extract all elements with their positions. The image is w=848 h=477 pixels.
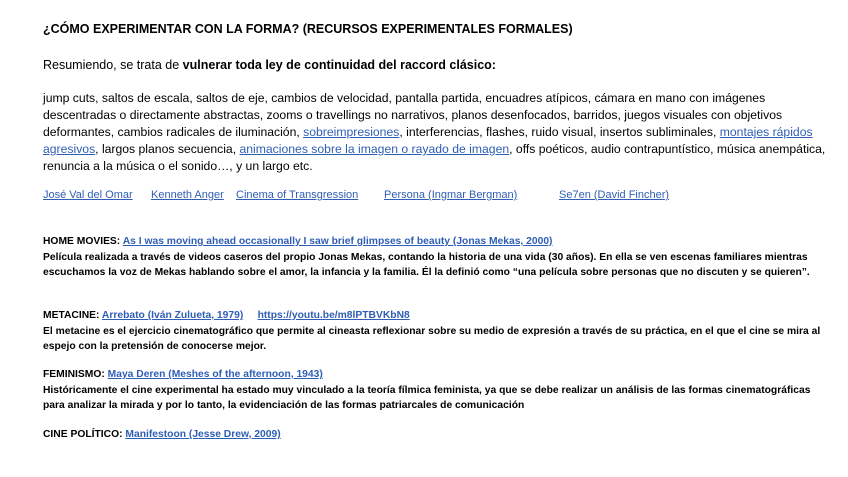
feminismo-description: Históricamente el cine experimental ha estado muy vinculado a la teoría fílmica feminista, ya que se debe realizar un análisis de las formas cinematográficas para analizar la mirada y por lo tanto, la evidenciación de las formas patriarcales de comunicación xyxy=(43,384,811,411)
techniques-text-1: jump cuts, saltos de escala, saltos de eje, cambios de velocidad, pantalla partida, encuadres atípicos, cámara en mano con imágenes descentradas o directamente abstractas, zooms o travellings no narrativos, planos desenfocados, barridos, juegos visuales con objetivos deformantes, cambios radicales de iluminación, xyxy=(43,91,783,139)
link-persona[interactable]: Persona (Ingmar Bergman) xyxy=(384,189,518,201)
feminismo-label: FEMINISMO: xyxy=(43,369,108,380)
section-feminismo xyxy=(43,367,833,414)
summary-prefix: Resumiendo, se trata de xyxy=(43,58,183,72)
link-montajes-rapidos[interactable]: montajes rápidos agresivos xyxy=(43,125,813,156)
techniques-text-3: , largos planos secuencia, xyxy=(95,142,240,156)
section-metacine xyxy=(43,308,833,355)
cine-politico-label: CINE POLÍTICO: xyxy=(43,429,126,440)
home-movies-description: Película realizada a través de videos caseros del propio Jonas Mekas, contando la historia de una vida (30 años). En ella se ven escenas familiares mientras escuchamos la voz de Mekas hablando sobre el amor, la infancia y la familia. Él la definió como “una película sobre personas que no discuten y se quieren”. xyxy=(43,251,810,278)
summary-emphasis: vulnerar toda ley de continuidad del raccord clásico: xyxy=(182,58,496,72)
summary-line xyxy=(43,58,833,72)
link-sobreimpresiones[interactable]: sobreimpresiones xyxy=(303,125,400,139)
section-cine-politico xyxy=(43,427,833,443)
techniques-text-2: , interferencias, flashes, ruido visual, insertos subliminales, xyxy=(399,125,720,139)
metacine-description: El metacine es el ejercicio cinematográfico que permite al cineasta reflexionar sobre su medio de expresión a través de su práctica, en el que el cine se mira al espejo con la pretensión de conocerse mejor. xyxy=(43,325,821,352)
slide-title: ¿CÓMO EXPERIMENTAR CON LA FORMA? (RECURSOS EXPERIMENTALES FORMALES) xyxy=(43,22,573,36)
link-kenneth-anger[interactable]: Kenneth Anger xyxy=(151,189,224,201)
techniques-paragraph xyxy=(43,90,833,175)
techniques-text-4: , offs poéticos, audio contrapuntístico, música anempática, renuncia a la música o el sonido…, y un largo etc. xyxy=(43,142,826,173)
link-maya-deren[interactable]: Maya Deren (Meshes of the afternoon, 1943) xyxy=(107,369,323,380)
link-se7en[interactable]: Se7en (David Fincher) xyxy=(559,189,670,201)
link-cinema-of-transgression[interactable]: Cinema of Transgression xyxy=(236,189,359,201)
link-val-del-omar[interactable]: José Val del Omar xyxy=(43,189,133,201)
metacine-label: METACINE: xyxy=(43,310,102,321)
home-movies-label: HOME MOVIES: xyxy=(43,236,123,247)
link-manifestoon[interactable]: Manifestoon (Jesse Drew, 2009) xyxy=(125,429,281,440)
section-home-movies xyxy=(43,234,833,281)
link-animaciones[interactable]: animaciones sobre la imagen o rayado de imagen xyxy=(239,142,510,156)
link-arrebato[interactable]: Arrebato (Iván Zulueta, 1979) xyxy=(101,310,244,321)
link-youtube-arrebato[interactable]: https://youtu.be/m8lPTBVKbN8 xyxy=(257,310,410,321)
link-mekas[interactable]: As I was moving ahead occasionally I saw brief glimpses of beauty (Jonas Mekas, 2000) xyxy=(122,236,553,247)
